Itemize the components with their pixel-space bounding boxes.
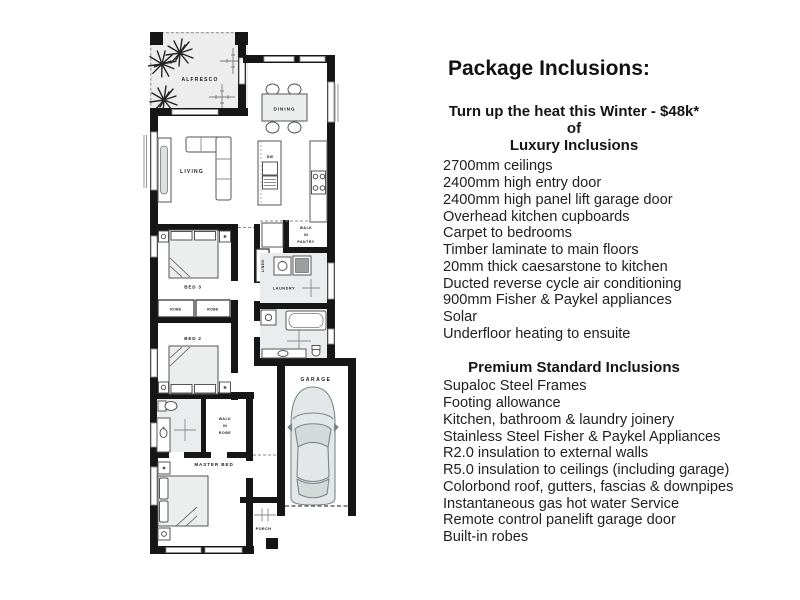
room-label-pantry-line2: IN — [303, 233, 309, 237]
room-label-robe2: ROBE — [207, 307, 219, 312]
room-label-pantry-line1: WALK — [299, 226, 313, 230]
room-label-linen: LINEN — [261, 259, 265, 273]
list-item: Solar — [443, 309, 478, 326]
list-item: Underfloor heating to ensuite — [443, 325, 631, 342]
section-premium-standard-inclusions — [443, 360, 775, 546]
luxury-items-list — [443, 158, 775, 342]
kitchen-island — [258, 141, 281, 205]
list-item: Kitchen, bathroom & laundry joinery — [443, 411, 675, 428]
section-heading-premium: Premium Standard Inclusions — [468, 358, 680, 376]
list-item: Stainless Steel Fisher & Paykel Appliances — [443, 428, 721, 445]
package-inclusions-panel — [443, 57, 775, 546]
room-label-bed2: BED 2 — [184, 336, 202, 341]
porch-steps — [254, 509, 276, 522]
room-label-wir-line1: WALK — [218, 417, 232, 421]
section-luxury-inclusions — [443, 104, 775, 343]
heading-line-2: Luxury Inclusions — [509, 136, 639, 154]
room-label-bed3: BED 3 — [184, 284, 202, 290]
bed2-furniture — [159, 346, 231, 394]
room-label-living: LIVING — [180, 169, 204, 175]
list-item: R5.0 insulation to ceilings (including garage) — [443, 462, 730, 479]
list-item: 2400mm high entry door — [443, 175, 602, 192]
ensuite-fixtures — [157, 399, 201, 452]
room-label-master: MASTER BED — [194, 462, 234, 467]
room-label-garage: GARAGE — [300, 377, 332, 383]
premium-items-list — [443, 378, 775, 546]
list-item: Footing allowance — [443, 395, 561, 412]
kitchen-bench — [310, 141, 327, 222]
room-label-robe1: ROBE — [170, 307, 182, 312]
list-item: 900mm Fisher & Paykel appliances — [443, 292, 672, 309]
appliance-label-dishwasher: DW — [266, 155, 274, 159]
room-label-porch: PORCH — [255, 527, 272, 531]
page-title: Package Inclusions: — [448, 57, 650, 80]
list-item: Built-in robes — [443, 529, 529, 546]
heading-line-1: Turn up the heat this Winter - $48k* of — [448, 103, 700, 137]
room-label-alfresco: ALFRESCO — [181, 77, 219, 83]
list-item: Instantaneous gas hot water Service — [443, 495, 680, 512]
list-item: Supaloc Steel Frames — [443, 378, 587, 395]
list-item: Ducted reverse cycle air conditioning — [443, 275, 682, 292]
room-label-wir-line3: ROBE — [218, 431, 232, 435]
room-label-wir-line2: IN — [222, 424, 228, 428]
master-bed-furniture — [158, 462, 208, 540]
fridge-space — [262, 223, 283, 247]
room-label-laundry: LAUNDRY — [272, 286, 296, 291]
bed3-furniture — [159, 230, 231, 278]
list-item: R2.0 insulation to external walls — [443, 445, 649, 462]
list-item: 2700mm ceilings — [443, 158, 553, 175]
list-item: Overhead kitchen cupboards — [443, 208, 630, 225]
list-item: 20mm thick caesarstone to kitchen — [443, 258, 668, 275]
bathroom-fixtures — [260, 309, 327, 358]
list-item: Remote control panelift garage door — [443, 512, 676, 529]
room-label-dining: DINING — [273, 106, 296, 112]
list-item: Carpet to bedrooms — [443, 225, 572, 242]
tv-unit — [158, 138, 171, 202]
list-item: Timber laminate to main floors — [443, 242, 639, 259]
section-heading-luxury — [443, 104, 705, 154]
laundry-fixtures — [260, 253, 327, 303]
room-label-pantry-line3: PANTRY — [297, 240, 315, 244]
list-item: Colorbond roof, gutters, fascias & downpipes — [443, 478, 734, 495]
list-item: 2400mm high panel lift garage door — [443, 191, 673, 208]
car-illustration — [288, 387, 338, 505]
